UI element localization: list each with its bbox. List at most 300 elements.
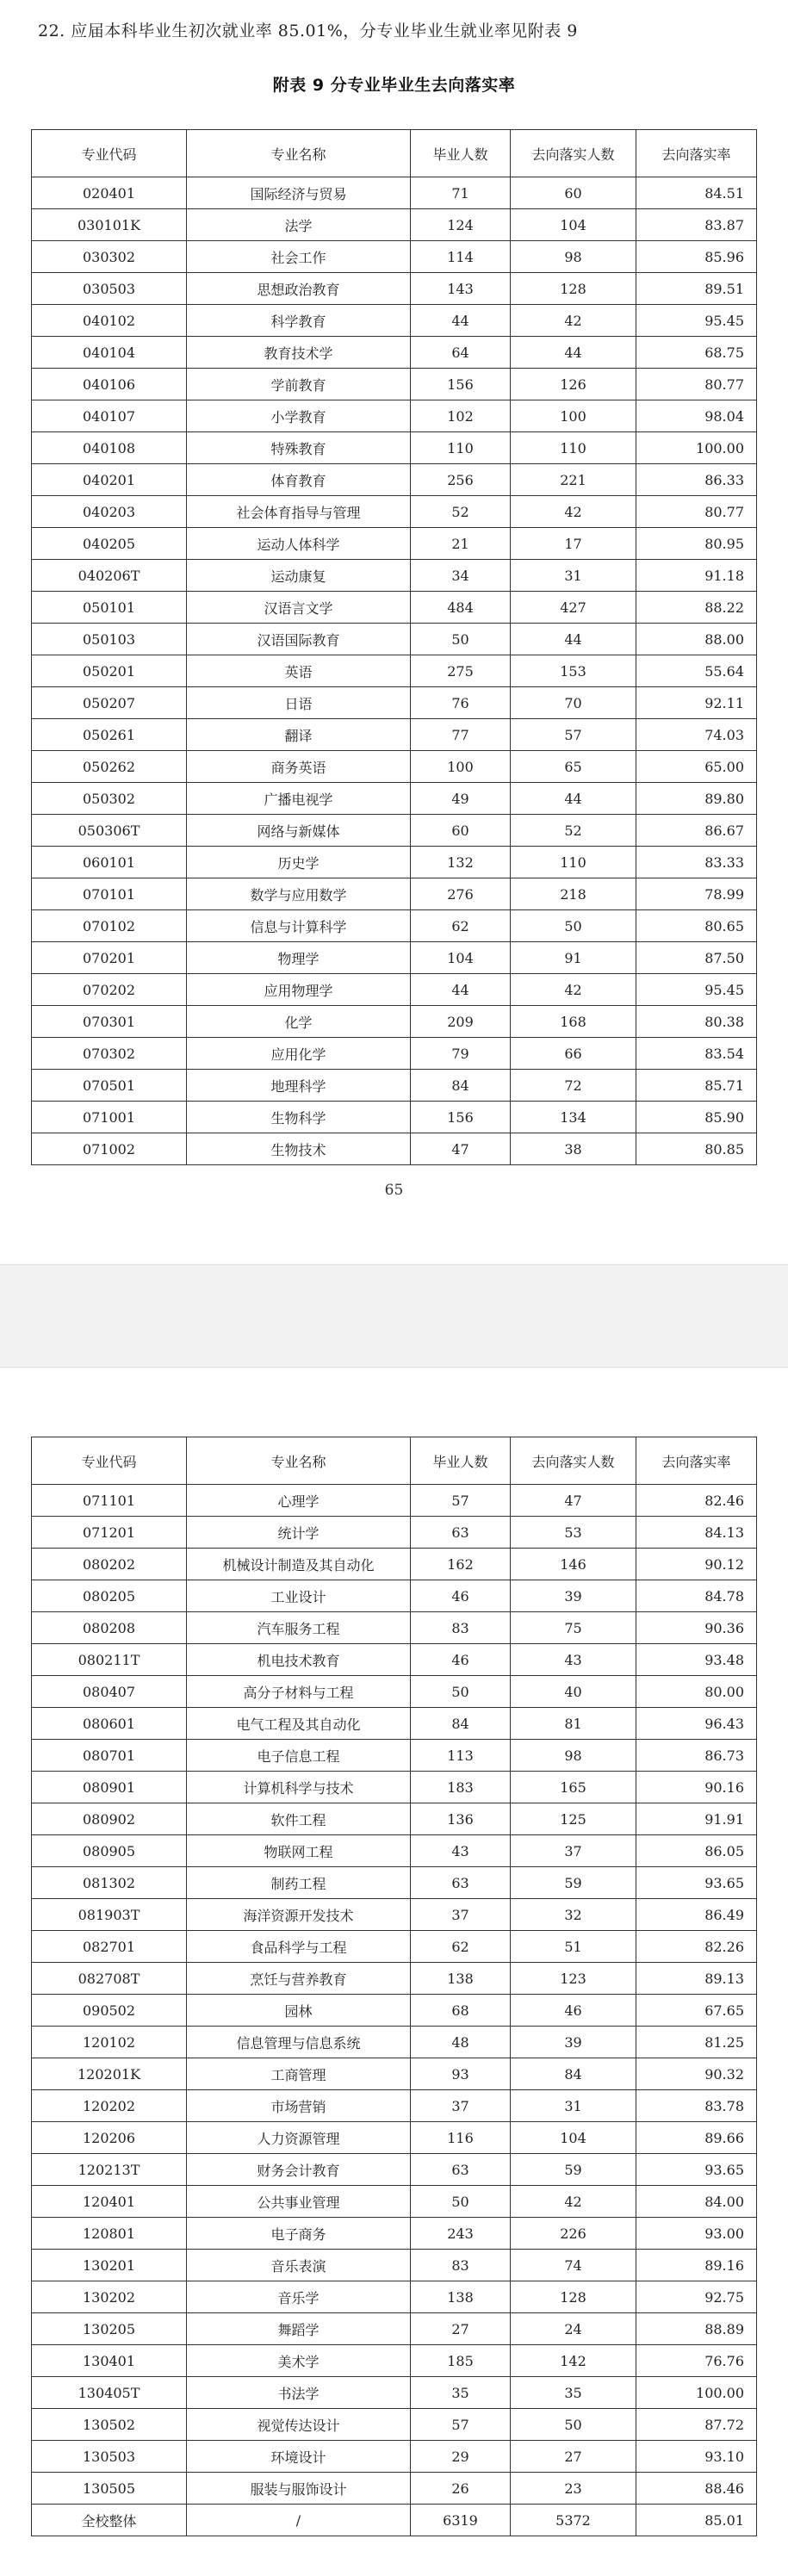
major-code-cell: 050261 (32, 719, 187, 751)
major-name-cell: 网络与新媒体 (187, 815, 411, 847)
table-row (32, 1133, 757, 1165)
graduates-cell: 43 (411, 1835, 511, 1867)
major-code-cell: 130401 (32, 2345, 187, 2377)
graduates-cell: 44 (411, 305, 511, 337)
placement-rate-cell: 89.16 (636, 2250, 757, 2281)
placement-rate-cell: 91.18 (636, 560, 757, 592)
major-code-cell: 030503 (32, 273, 187, 305)
major-name-cell: 商务英语 (187, 751, 411, 783)
table-row (32, 305, 757, 337)
graduates-cell: 49 (411, 783, 511, 815)
major-code-cell: 120202 (32, 2090, 187, 2122)
major-name-cell: 翻译 (187, 719, 411, 751)
major-name-cell: 运动人体科学 (187, 528, 411, 560)
table-row (32, 719, 757, 751)
document-page-2 (0, 1368, 788, 2576)
placed-count-cell: 40 (511, 1676, 636, 1708)
placed-count-cell: 128 (511, 273, 636, 305)
placement-rate-cell: 93.00 (636, 2218, 757, 2250)
major-code-cell: 080902 (32, 1803, 187, 1835)
table-row (32, 1580, 757, 1612)
placed-count-cell: 42 (511, 305, 636, 337)
table-row (32, 1931, 757, 1963)
table-row (32, 1772, 757, 1803)
placement-rate-cell: 68.75 (636, 337, 757, 369)
placed-count-cell: 427 (511, 592, 636, 624)
table-header-row (32, 130, 757, 177)
placement-rate-cell: 84.51 (636, 177, 757, 209)
major-name-cell: 社会工作 (187, 241, 411, 273)
graduates-cell: 275 (411, 655, 511, 687)
graduates-cell: 46 (411, 1580, 511, 1612)
major-code-cell: 120102 (32, 2027, 187, 2058)
graduates-cell: 93 (411, 2058, 511, 2090)
placed-count-cell: 165 (511, 1772, 636, 1803)
table-row (32, 1517, 757, 1549)
major-name-cell: 英语 (187, 655, 411, 687)
placement-rate-cell: 93.65 (636, 2154, 757, 2186)
table-row (32, 2441, 757, 2473)
table-row (32, 687, 757, 719)
major-name-cell: 环境设计 (187, 2441, 411, 2473)
major-name-cell: 历史学 (187, 847, 411, 878)
major-name-cell: 小学教育 (187, 400, 411, 432)
header-major-name: 专业名称 (187, 130, 411, 177)
placement-rate-cell: 85.90 (636, 1102, 757, 1133)
placement-rate-cell: 83.54 (636, 1038, 757, 1070)
placed-count-cell: 42 (511, 496, 636, 528)
major-code-cell: 080211T (32, 1644, 187, 1676)
placement-rate-cell: 81.25 (636, 2027, 757, 2058)
major-employment-table-part1 (31, 129, 757, 1165)
table-row (32, 2122, 757, 2154)
table-row (32, 2505, 757, 2536)
placed-count-cell: 226 (511, 2218, 636, 2250)
graduates-cell: 68 (411, 1995, 511, 2027)
page-gap (0, 1264, 788, 1368)
placed-count-cell: 104 (511, 209, 636, 241)
major-code-cell: 120206 (32, 2122, 187, 2154)
placement-rate-cell: 88.89 (636, 2313, 757, 2345)
placed-count-cell: 125 (511, 1803, 636, 1835)
placed-count-cell: 44 (511, 624, 636, 655)
table-row (32, 1963, 757, 1995)
major-code-cell: 090502 (32, 1995, 187, 2027)
major-code-cell: 082701 (32, 1931, 187, 1963)
table-row (32, 942, 757, 974)
major-code-cell: 080905 (32, 1835, 187, 1867)
placed-count-cell: 218 (511, 878, 636, 910)
table-row (32, 2058, 757, 2090)
major-name-cell: 计算机科学与技术 (187, 1772, 411, 1803)
major-name-cell: 科学教育 (187, 305, 411, 337)
placement-rate-cell: 74.03 (636, 719, 757, 751)
graduates-cell: 484 (411, 592, 511, 624)
major-name-cell: 统计学 (187, 1517, 411, 1549)
graduates-cell: 60 (411, 815, 511, 847)
placement-rate-cell: 55.64 (636, 655, 757, 687)
placement-rate-cell: 100.00 (636, 432, 757, 464)
major-name-cell: 音乐学 (187, 2281, 411, 2313)
major-code-cell: 071101 (32, 1485, 187, 1517)
graduates-cell: 162 (411, 1549, 511, 1580)
major-code-cell: 130503 (32, 2441, 187, 2473)
major-name-cell: 特殊教育 (187, 432, 411, 464)
graduates-cell: 113 (411, 1740, 511, 1772)
graduates-cell: 34 (411, 560, 511, 592)
major-code-cell: 040201 (32, 464, 187, 496)
placement-rate-cell: 92.75 (636, 2281, 757, 2313)
major-code-cell: 040205 (32, 528, 187, 560)
placed-count-cell: 221 (511, 464, 636, 496)
placed-count-cell: 52 (511, 815, 636, 847)
placement-rate-cell: 78.99 (636, 878, 757, 910)
table-row (32, 337, 757, 369)
placement-rate-cell: 90.36 (636, 1612, 757, 1644)
graduates-cell: 104 (411, 942, 511, 974)
placed-count-cell: 23 (511, 2473, 636, 2505)
table-row (32, 241, 757, 273)
placement-rate-cell: 83.78 (636, 2090, 757, 2122)
major-name-cell: 书法学 (187, 2377, 411, 2409)
placed-count-cell: 44 (511, 783, 636, 815)
placement-rate-cell: 84.00 (636, 2186, 757, 2218)
table-row (32, 1038, 757, 1070)
placement-rate-cell: 93.48 (636, 1644, 757, 1676)
placement-rate-cell: 89.66 (636, 2122, 757, 2154)
major-name-cell: 音乐表演 (187, 2250, 411, 2281)
graduates-cell: 156 (411, 1102, 511, 1133)
graduates-cell: 114 (411, 241, 511, 273)
table-row (32, 1899, 757, 1931)
table-row (32, 2090, 757, 2122)
major-name-cell: 日语 (187, 687, 411, 719)
placement-rate-cell: 85.01 (636, 2505, 757, 2536)
table-row (32, 400, 757, 432)
placement-rate-cell: 93.10 (636, 2441, 757, 2473)
placed-count-cell: 51 (511, 1931, 636, 1963)
major-name-cell: 服装与服饰设计 (187, 2473, 411, 2505)
table-row (32, 2186, 757, 2218)
placement-rate-cell: 84.78 (636, 1580, 757, 1612)
placed-count-cell: 42 (511, 974, 636, 1006)
major-code-cell: 030101K (32, 209, 187, 241)
major-name-cell: 舞蹈学 (187, 2313, 411, 2345)
major-code-cell: 070101 (32, 878, 187, 910)
placed-count-cell: 43 (511, 1644, 636, 1676)
graduates-cell: 132 (411, 847, 511, 878)
major-name-cell: 信息管理与信息系统 (187, 2027, 411, 2058)
major-code-cell: 050302 (32, 783, 187, 815)
graduates-cell: 44 (411, 974, 511, 1006)
placed-count-cell: 75 (511, 1612, 636, 1644)
major-name-cell: 教育技术学 (187, 337, 411, 369)
major-code-cell: 050207 (32, 687, 187, 719)
placed-count-cell: 142 (511, 2345, 636, 2377)
major-name-cell: 汉语言文学 (187, 592, 411, 624)
placed-count-cell: 126 (511, 369, 636, 400)
table-row (32, 273, 757, 305)
major-name-cell: 体育教育 (187, 464, 411, 496)
major-name-cell: 电气工程及其自动化 (187, 1708, 411, 1740)
graduates-cell: 209 (411, 1006, 511, 1038)
placement-rate-cell: 90.16 (636, 1772, 757, 1803)
placement-rate-cell: 89.80 (636, 783, 757, 815)
placed-count-cell: 128 (511, 2281, 636, 2313)
graduates-cell: 100 (411, 751, 511, 783)
placement-rate-cell: 80.95 (636, 528, 757, 560)
table-row (32, 2345, 757, 2377)
table-row (32, 1070, 757, 1102)
graduates-cell: 57 (411, 2409, 511, 2441)
graduates-cell: 183 (411, 1772, 511, 1803)
graduates-cell: 37 (411, 2090, 511, 2122)
major-code-cell: 070202 (32, 974, 187, 1006)
major-code-cell: 071002 (32, 1133, 187, 1165)
placement-rate-cell: 80.77 (636, 496, 757, 528)
placed-count-cell: 65 (511, 751, 636, 783)
placement-rate-cell: 80.77 (636, 369, 757, 400)
major-code-cell: 120801 (32, 2218, 187, 2250)
graduates-cell: 29 (411, 2441, 511, 2473)
graduates-cell: 62 (411, 1931, 511, 1963)
placement-rate-cell: 76.76 (636, 2345, 757, 2377)
table-row (32, 1867, 757, 1899)
major-code-cell: 040104 (32, 337, 187, 369)
header-major-code: 专业代码 (32, 1437, 187, 1485)
table-row (32, 1485, 757, 1517)
placed-count-cell: 153 (511, 655, 636, 687)
major-code-cell: 050262 (32, 751, 187, 783)
placement-rate-cell: 67.65 (636, 1995, 757, 2027)
major-name-cell: 海洋资源开发技术 (187, 1899, 411, 1931)
placement-rate-cell: 86.67 (636, 815, 757, 847)
placed-count-cell: 104 (511, 2122, 636, 2154)
placement-rate-cell: 92.11 (636, 687, 757, 719)
major-name-cell: 汽车服务工程 (187, 1612, 411, 1644)
placed-count-cell: 44 (511, 337, 636, 369)
major-code-cell: 070501 (32, 1070, 187, 1102)
table-row (32, 209, 757, 241)
placed-count-cell: 35 (511, 2377, 636, 2409)
major-code-cell: 040107 (32, 400, 187, 432)
major-name-cell: 视觉传达设计 (187, 2409, 411, 2441)
placement-rate-cell: 86.33 (636, 464, 757, 496)
graduates-cell: 64 (411, 337, 511, 369)
major-code-cell: 081302 (32, 1867, 187, 1899)
placed-count-cell: 168 (511, 1006, 636, 1038)
placed-count-cell: 146 (511, 1549, 636, 1580)
table-row (32, 177, 757, 209)
table-row (32, 1676, 757, 1708)
table-row (32, 2218, 757, 2250)
placed-count-cell: 81 (511, 1708, 636, 1740)
graduates-cell: 57 (411, 1485, 511, 1517)
placed-count-cell: 134 (511, 1102, 636, 1133)
table-row (32, 2154, 757, 2186)
placed-count-cell: 110 (511, 432, 636, 464)
graduates-cell: 26 (411, 2473, 511, 2505)
major-name-cell: 机械设计制造及其自动化 (187, 1549, 411, 1580)
header-placement-rate: 去向落实率 (636, 130, 757, 177)
graduates-cell: 83 (411, 1612, 511, 1644)
placement-rate-cell: 85.96 (636, 241, 757, 273)
major-code-cell: 080601 (32, 1708, 187, 1740)
major-name-cell: 电子信息工程 (187, 1740, 411, 1772)
major-name-cell: 化学 (187, 1006, 411, 1038)
placed-count-cell: 5372 (511, 2505, 636, 2536)
placement-rate-cell: 86.49 (636, 1899, 757, 1931)
major-name-cell: 物联网工程 (187, 1835, 411, 1867)
header-major-name: 专业名称 (187, 1437, 411, 1485)
placement-rate-cell: 87.72 (636, 2409, 757, 2441)
major-code-cell: 050101 (32, 592, 187, 624)
graduates-cell: 136 (411, 1803, 511, 1835)
placement-rate-cell: 90.32 (636, 2058, 757, 2090)
placed-count-cell: 50 (511, 2409, 636, 2441)
table-row (32, 751, 757, 783)
table-row (32, 1102, 757, 1133)
major-name-cell: 社会体育指导与管理 (187, 496, 411, 528)
placed-count-cell: 27 (511, 2441, 636, 2473)
placed-count-cell: 47 (511, 1485, 636, 1517)
placement-rate-cell: 90.12 (636, 1549, 757, 1580)
major-name-cell: 园林 (187, 1995, 411, 2027)
major-name-cell: 生物科学 (187, 1102, 411, 1133)
major-code-cell: 130502 (32, 2409, 187, 2441)
placement-rate-cell: 95.45 (636, 974, 757, 1006)
graduates-cell: 110 (411, 432, 511, 464)
major-code-cell: 040106 (32, 369, 187, 400)
placed-count-cell: 39 (511, 1580, 636, 1612)
placed-count-cell: 66 (511, 1038, 636, 1070)
table-row (32, 2281, 757, 2313)
table-row (32, 878, 757, 910)
placed-count-cell: 59 (511, 1867, 636, 1899)
major-code-cell: 080701 (32, 1740, 187, 1772)
placed-count-cell: 98 (511, 1740, 636, 1772)
major-code-cell: 全校整体 (32, 2505, 187, 2536)
table-row (32, 1803, 757, 1835)
graduates-cell: 102 (411, 400, 511, 432)
major-code-cell: 130505 (32, 2473, 187, 2505)
major-code-cell: 071001 (32, 1102, 187, 1133)
placed-count-cell: 70 (511, 687, 636, 719)
placement-rate-cell: 82.26 (636, 1931, 757, 1963)
placed-count-cell: 84 (511, 2058, 636, 2090)
major-code-cell: 050201 (32, 655, 187, 687)
major-name-cell: 广播电视学 (187, 783, 411, 815)
page-number: 65 (384, 1182, 404, 1199)
table-row (32, 847, 757, 878)
table-row (32, 2313, 757, 2345)
placed-count-cell: 31 (511, 560, 636, 592)
graduates-cell: 35 (411, 2377, 511, 2409)
major-code-cell: 080901 (32, 1772, 187, 1803)
graduates-cell: 156 (411, 369, 511, 400)
major-name-cell: 制药工程 (187, 1867, 411, 1899)
placed-count-cell: 17 (511, 528, 636, 560)
placement-rate-cell: 88.22 (636, 592, 757, 624)
placed-count-cell: 91 (511, 942, 636, 974)
graduates-cell: 63 (411, 1867, 511, 1899)
table-row (32, 783, 757, 815)
major-code-cell: 040206T (32, 560, 187, 592)
major-code-cell: 120401 (32, 2186, 187, 2218)
major-name-cell: 地理科学 (187, 1070, 411, 1102)
placement-rate-cell: 84.13 (636, 1517, 757, 1549)
header-placed-count: 去向落实人数 (511, 1437, 636, 1485)
header-graduates: 毕业人数 (411, 130, 511, 177)
placed-count-cell: 72 (511, 1070, 636, 1102)
table-row (32, 1612, 757, 1644)
placed-count-cell: 60 (511, 177, 636, 209)
major-code-cell: 020401 (32, 177, 187, 209)
placed-count-cell: 32 (511, 1899, 636, 1931)
placement-rate-cell: 80.85 (636, 1133, 757, 1165)
placement-rate-cell: 82.46 (636, 1485, 757, 1517)
placement-rate-cell: 86.73 (636, 1740, 757, 1772)
placed-count-cell: 74 (511, 2250, 636, 2281)
placement-rate-cell: 86.05 (636, 1835, 757, 1867)
table-row (32, 592, 757, 624)
placement-rate-cell: 96.43 (636, 1708, 757, 1740)
major-name-cell: 思想政治教育 (187, 273, 411, 305)
placed-count-cell: 100 (511, 400, 636, 432)
major-name-cell: 应用化学 (187, 1038, 411, 1070)
placement-rate-cell: 65.00 (636, 751, 757, 783)
placement-rate-cell: 100.00 (636, 2377, 757, 2409)
major-name-cell: 信息与计算科学 (187, 910, 411, 942)
major-name-cell: 公共事业管理 (187, 2186, 411, 2218)
graduates-cell: 46 (411, 1644, 511, 1676)
table-row (32, 910, 757, 942)
major-code-cell: 040203 (32, 496, 187, 528)
table-row (32, 624, 757, 655)
graduates-cell: 116 (411, 2122, 511, 2154)
placement-rate-cell: 80.00 (636, 1676, 757, 1708)
placement-rate-cell: 95.45 (636, 305, 757, 337)
placed-count-cell: 110 (511, 847, 636, 878)
major-code-cell: 030302 (32, 241, 187, 273)
placed-count-cell: 59 (511, 2154, 636, 2186)
major-name-cell: 数学与应用数学 (187, 878, 411, 910)
placement-rate-cell: 85.71 (636, 1070, 757, 1102)
table-row (32, 1708, 757, 1740)
major-code-cell: 040108 (32, 432, 187, 464)
table-row (32, 2409, 757, 2441)
placed-count-cell: 53 (511, 1517, 636, 1549)
graduates-cell: 27 (411, 2313, 511, 2345)
major-code-cell: 070301 (32, 1006, 187, 1038)
major-name-cell: 学前教育 (187, 369, 411, 400)
major-name-cell: 心理学 (187, 1485, 411, 1517)
table-row (32, 974, 757, 1006)
table-row (32, 2027, 757, 2058)
major-code-cell: 050103 (32, 624, 187, 655)
major-name-cell: 运动康复 (187, 560, 411, 592)
major-name-cell: 软件工程 (187, 1803, 411, 1835)
table-row (32, 815, 757, 847)
graduates-cell: 50 (411, 624, 511, 655)
major-name-cell: 烹饪与营养教育 (187, 1963, 411, 1995)
major-code-cell: 070102 (32, 910, 187, 942)
major-name-cell: 食品科学与工程 (187, 1931, 411, 1963)
placed-count-cell: 42 (511, 2186, 636, 2218)
major-name-cell: / (187, 2505, 411, 2536)
graduates-cell: 63 (411, 1517, 511, 1549)
header-major-code: 专业代码 (32, 130, 187, 177)
